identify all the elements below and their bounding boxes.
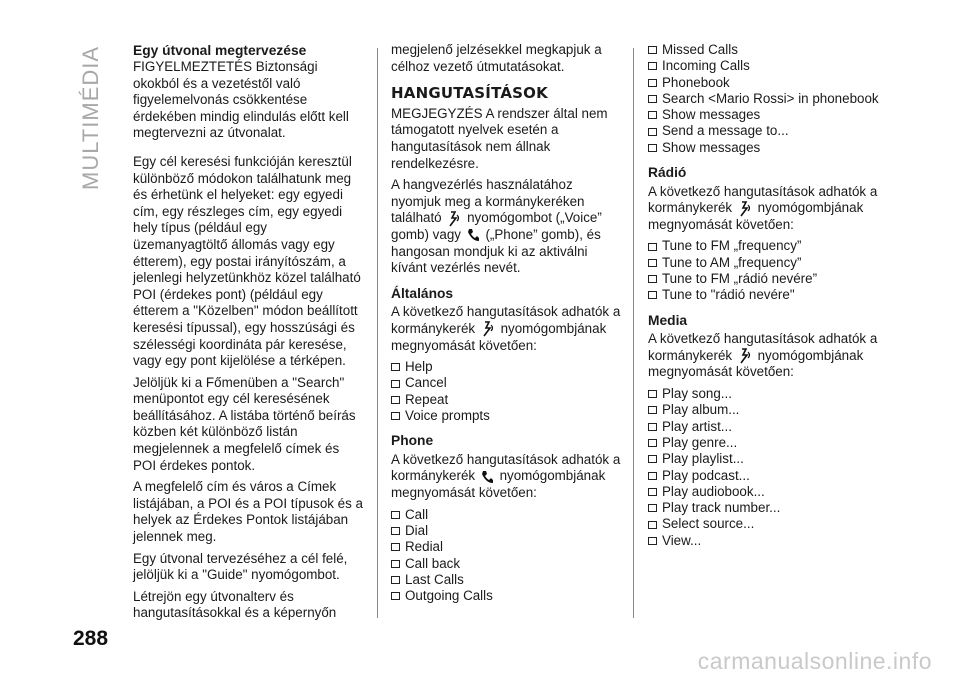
- checkbox-icon: [648, 111, 657, 119]
- heading-general: Általános: [391, 285, 454, 301]
- checkbox-icon: [648, 128, 657, 136]
- heading-voice-commands: HANGUTASÍTÁSOK: [391, 84, 548, 103]
- heading-phone: Phone: [391, 433, 434, 449]
- checkbox-icon: [648, 62, 657, 70]
- checkbox-icon: [391, 560, 400, 568]
- list-item: Redial: [391, 539, 626, 555]
- checkbox-icon: [391, 363, 400, 371]
- checkbox-icon: [648, 423, 657, 431]
- general-command-list: [391, 359, 626, 424]
- checkbox-icon: [648, 144, 657, 152]
- media-command-list: [648, 386, 888, 549]
- heading-route-planning: Egy útvonal megtervezése: [133, 43, 307, 58]
- list-item: View...: [648, 533, 888, 549]
- list-item: Tune to FM „frequency”: [648, 238, 888, 254]
- list-item: Missed Calls: [648, 42, 888, 58]
- checkbox-icon: [648, 79, 657, 87]
- list-item: Play artist...: [648, 419, 888, 435]
- phone-command-list-continued: [648, 42, 888, 156]
- checkbox-icon: [648, 504, 657, 512]
- list-item: Play song...: [648, 386, 888, 402]
- paragraph: megjelenő jelzésekkel megkapjuk a célhoz vezető útmutatásokat.: [391, 42, 602, 74]
- intro-paragraph: A következő hangutasítások adhatók a kormánykerék nyomógombjának megnyomását követően:: [648, 331, 878, 380]
- heading-radio: Rádió: [648, 165, 687, 181]
- intro-paragraph: A következő hangutasítások adhatók a kormánykerék nyomógombjának megnyomását követően:: [391, 451, 621, 501]
- checkbox-icon: [648, 521, 657, 529]
- paragraph: Jelöljük ki a Főmenüben a "Search" menüpontot egy cél keresésének beállításához. A listába történő beírás közben két különböző listán megjelennek a megfelelő címek és POI érdekes pontok.: [133, 374, 356, 473]
- phone-button-icon: [481, 470, 494, 484]
- column-divider: [633, 48, 634, 618]
- heading-media: Media: [648, 312, 688, 328]
- list-item: Repeat: [391, 392, 626, 408]
- list-item: Select source...: [648, 516, 888, 532]
- checkbox-icon: [391, 380, 400, 388]
- checkbox-icon: [391, 511, 400, 519]
- intro-paragraph: A következő hangutasítások adhatók a kormánykerék nyomógombjának megnyomását követően:: [391, 304, 621, 353]
- list-item: Play audiobook...: [648, 484, 888, 500]
- checkbox-icon: [648, 488, 657, 496]
- paragraph: A megfelelő cím és város a Címek listájában, a POI és a POI típusok és a helyek az Érdekes Pontok listájában jelennek meg.: [133, 479, 363, 545]
- paragraph: Létrejön egy útvonalterv és hangutasításokkal és a képernyőn: [133, 588, 337, 621]
- checkbox-icon: [648, 439, 657, 447]
- checkbox-icon: [648, 243, 657, 251]
- list-item: Dial: [391, 523, 626, 539]
- radio-command-list: [648, 238, 888, 303]
- warning-paragraph: FIGYELMEZTETÉS Biztonsági okokból és a vezetéstől való figyelemelvonás csökkentése érdekében mindig elindulás előtt kell megtervezni az útvonalat.: [133, 59, 349, 141]
- list-item: Tune to FM „rádió nevére”: [648, 271, 888, 287]
- phone-button-icon: [467, 228, 480, 242]
- voice-button-icon: [738, 201, 752, 217]
- list-item: Tune to AM „frequency”: [648, 255, 888, 271]
- list-item: Help: [391, 359, 626, 375]
- list-item: Show messages: [648, 107, 888, 123]
- voice-button-icon: [447, 211, 461, 227]
- checkbox-icon: [648, 291, 657, 299]
- checkbox-icon: [391, 576, 400, 584]
- checkbox-icon: [648, 406, 657, 414]
- list-item: Last Calls: [391, 572, 626, 588]
- checkbox-icon: [391, 527, 400, 535]
- checkbox-icon: [391, 412, 400, 420]
- list-item: Play podcast...: [648, 468, 888, 484]
- list-item: Play track number...: [648, 500, 888, 516]
- checkbox-icon: [648, 455, 657, 463]
- phone-command-list: [391, 507, 626, 605]
- list-item: Tune to "rádió nevére": [648, 287, 888, 303]
- list-item: Send a message to...: [648, 123, 888, 139]
- intro-paragraph: A következő hangutasítások adhatók a kormánykerék nyomógombjának megnyomását követően:: [648, 183, 878, 232]
- paragraph: Egy cél keresési funkcióján keresztül különböző módokon találhatunk meg és érhetünk el helyeket: egy egyedi cím, egy részleges cím, egy egyedi hely típus (például egy üzemanyagtöltő állomás vagy egy étterem), egy postai irányítószám, a jelenlegi helyzetünkhöz közel található POI (érdekes pont) (például egy étterem a "Közelben" módon beállított keresési típussal), egy hosszúsági és szélességi koordináta pár keresése, vagy egy pont kijelölése a térképen.: [133, 153, 361, 369]
- paragraph: A hangvezérlés használatához nyomjuk meg a kormánykeréken található nyomógombot („Voice” gomb) vagy („Phone” gomb), és hangosan mondjuk ki az aktiválni kívánt vezérlés nevét.: [391, 177, 602, 276]
- voice-button-icon: [738, 348, 752, 364]
- checkbox-icon: [648, 390, 657, 398]
- list-item: Cancel: [391, 375, 626, 391]
- checkbox-icon: [391, 396, 400, 404]
- section-side-title: [78, 40, 118, 190]
- list-item: Call back: [391, 556, 626, 572]
- column-1: [133, 42, 363, 627]
- checkbox-icon: [391, 592, 400, 600]
- list-item: Play playlist...: [648, 451, 888, 467]
- list-item: Voice prompts: [391, 408, 626, 424]
- checkbox-icon: [648, 46, 657, 54]
- page-number: 288: [73, 627, 109, 650]
- column-2: [391, 42, 626, 608]
- list-item: Call: [391, 507, 626, 523]
- paragraph: Egy útvonal tervezéséhez a cél felé, jelöljük ki a "Guide" nyomógombot.: [133, 550, 348, 583]
- checkbox-icon: [648, 95, 657, 103]
- list-item: Incoming Calls: [648, 58, 888, 74]
- list-item: Play genre...: [648, 435, 888, 451]
- checkbox-icon: [648, 275, 657, 283]
- list-item: Outgoing Calls: [391, 588, 626, 604]
- checkbox-icon: [391, 543, 400, 551]
- list-item: Phonebook: [648, 75, 888, 91]
- column-divider: [377, 48, 378, 618]
- list-item: Search <Mario Rossi> in phonebook: [648, 91, 888, 107]
- checkbox-icon: [648, 259, 657, 267]
- side-title-text: MULTIMÉDIA: [78, 45, 103, 190]
- voice-button-icon: [481, 321, 495, 337]
- list-item: Show messages: [648, 140, 888, 156]
- footer-watermark: carmanualsonline.info: [697, 648, 932, 674]
- note-paragraph: MEGJEGYZÉS A rendszer által nem támogatott nyelvek esetén a hangutasítások nem állnak rendelkezésre.: [391, 105, 608, 171]
- list-item: Play album...: [648, 402, 888, 418]
- checkbox-icon: [648, 472, 657, 480]
- column-3: [648, 42, 888, 553]
- checkbox-icon: [648, 537, 657, 545]
